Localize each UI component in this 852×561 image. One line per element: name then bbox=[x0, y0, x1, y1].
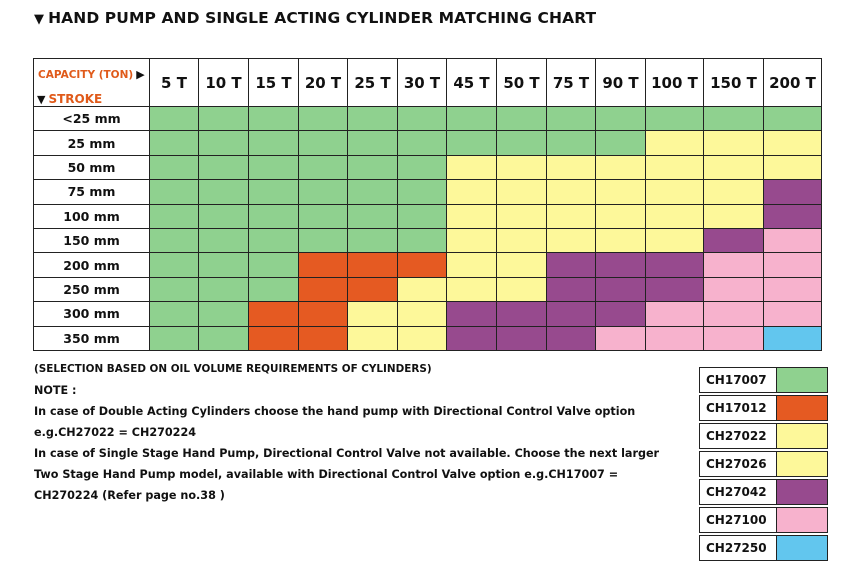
chart-cell bbox=[249, 107, 299, 131]
chart-cell bbox=[398, 253, 447, 277]
capacity-header: 100 T bbox=[646, 59, 704, 107]
chart-cell bbox=[646, 155, 704, 179]
legend-swatch bbox=[777, 508, 828, 533]
chart-cell bbox=[348, 302, 398, 326]
chart-cell bbox=[398, 228, 447, 252]
chart-body bbox=[34, 107, 822, 351]
chart-cell bbox=[199, 302, 249, 326]
chart-cell bbox=[447, 326, 497, 350]
chart-cell bbox=[497, 155, 547, 179]
chart-cell bbox=[704, 204, 764, 228]
stroke-cell: 300 mm bbox=[34, 302, 150, 326]
chart-cell bbox=[704, 155, 764, 179]
chart-cell bbox=[646, 180, 704, 204]
chart-cell bbox=[764, 204, 822, 228]
chart-cell bbox=[348, 131, 398, 155]
chart-cell bbox=[199, 180, 249, 204]
legend-code: CH27022 bbox=[700, 424, 777, 449]
chart-cell bbox=[704, 228, 764, 252]
chart-cell bbox=[398, 302, 447, 326]
page-title bbox=[34, 9, 596, 27]
chart-cell bbox=[249, 204, 299, 228]
chart-cell bbox=[764, 155, 822, 179]
chart-cell bbox=[497, 228, 547, 252]
stroke-cell: <25 mm bbox=[34, 107, 150, 131]
note-line: e.g.CH27022 = CH270224 bbox=[34, 426, 197, 439]
chart-cell bbox=[704, 131, 764, 155]
chart-cell bbox=[299, 277, 348, 301]
chart-cell bbox=[596, 277, 646, 301]
chart-cell bbox=[646, 228, 704, 252]
chart-cell bbox=[646, 326, 704, 350]
triangle-right-icon: ▶ bbox=[136, 68, 145, 81]
chart-cell bbox=[704, 326, 764, 350]
chart-cell bbox=[547, 253, 596, 277]
chart-cell bbox=[249, 326, 299, 350]
legend-item bbox=[700, 396, 828, 421]
stroke-cell: 25 mm bbox=[34, 131, 150, 155]
chart-cell bbox=[150, 326, 199, 350]
chart-cell bbox=[150, 107, 199, 131]
chart-cell bbox=[764, 228, 822, 252]
chart-cell bbox=[497, 131, 547, 155]
triangle-down-icon: ▼ bbox=[37, 93, 46, 106]
legend-code: CH27042 bbox=[700, 480, 777, 505]
chart-cell bbox=[704, 180, 764, 204]
capacity-label: CAPACITY (TON) ▶ bbox=[38, 68, 145, 81]
chart-cell bbox=[646, 253, 704, 277]
chart-cell bbox=[299, 180, 348, 204]
chart-cell bbox=[497, 253, 547, 277]
stroke-cell: 250 mm bbox=[34, 277, 150, 301]
stroke-cell: 100 mm bbox=[34, 204, 150, 228]
chart-cell bbox=[596, 155, 646, 179]
chart-cell bbox=[299, 204, 348, 228]
chart-cell bbox=[447, 228, 497, 252]
chart-cell bbox=[199, 155, 249, 179]
chart-cell bbox=[398, 131, 447, 155]
note-line: In case of Single Stage Hand Pump, Directional Control Valve not available. Choose the next larger bbox=[34, 447, 660, 460]
chart-cell bbox=[764, 302, 822, 326]
stroke-cell: 150 mm bbox=[34, 228, 150, 252]
chart-cell bbox=[497, 277, 547, 301]
chart-cell bbox=[249, 180, 299, 204]
chart-cell bbox=[547, 131, 596, 155]
legend-swatch bbox=[777, 396, 828, 421]
chart-cell bbox=[199, 326, 249, 350]
selection-note: (SELECTION BASED ON OIL VOLUME REQUIREMENTS OF CYLINDERS) bbox=[34, 363, 432, 375]
chart-cell bbox=[398, 155, 447, 179]
chart-cell bbox=[497, 302, 547, 326]
chart-cell bbox=[348, 107, 398, 131]
chart-cell bbox=[150, 253, 199, 277]
chart-cell bbox=[497, 180, 547, 204]
chart-cell bbox=[497, 326, 547, 350]
chart-cell bbox=[704, 107, 764, 131]
chart-cell bbox=[596, 253, 646, 277]
chart-cell bbox=[447, 277, 497, 301]
chart-cell bbox=[447, 204, 497, 228]
legend-item bbox=[700, 480, 828, 505]
chart-cell bbox=[447, 107, 497, 131]
chart-cell bbox=[249, 302, 299, 326]
chart-cell bbox=[764, 180, 822, 204]
stroke-cell: 75 mm bbox=[34, 180, 150, 204]
chart-cell bbox=[299, 253, 348, 277]
table-row bbox=[34, 180, 822, 204]
chart-cell bbox=[249, 131, 299, 155]
legend-swatch bbox=[777, 480, 828, 505]
capacity-header: 30 T bbox=[398, 59, 447, 107]
chart-cell bbox=[398, 204, 447, 228]
note-line: In case of Double Acting Cylinders choose the hand pump with Directional Control Valve option bbox=[34, 405, 636, 418]
chart-cell bbox=[547, 326, 596, 350]
chart-cell bbox=[596, 180, 646, 204]
chart-cell bbox=[199, 228, 249, 252]
chart-cell bbox=[299, 107, 348, 131]
stroke-cell: 50 mm bbox=[34, 155, 150, 179]
table-row bbox=[34, 155, 822, 179]
title-text: HAND PUMP AND SINGLE ACTING CYLINDER MATCHING CHART bbox=[48, 9, 597, 27]
chart-cell bbox=[299, 131, 348, 155]
chart-cell bbox=[398, 326, 447, 350]
note-heading: NOTE : bbox=[34, 384, 77, 397]
capacity-header: 150 T bbox=[704, 59, 764, 107]
chart-cell bbox=[547, 107, 596, 131]
chart-cell bbox=[547, 204, 596, 228]
chart-cell bbox=[596, 204, 646, 228]
legend-item bbox=[700, 424, 828, 449]
chart-cell bbox=[764, 277, 822, 301]
chart-cell bbox=[704, 302, 764, 326]
chart-cell bbox=[199, 204, 249, 228]
chart-cell bbox=[299, 326, 348, 350]
legend-swatch bbox=[777, 424, 828, 449]
chart-cell bbox=[646, 277, 704, 301]
chart-cell bbox=[348, 277, 398, 301]
chart-cell bbox=[646, 204, 704, 228]
chart-cell bbox=[447, 302, 497, 326]
chart-cell bbox=[764, 253, 822, 277]
chart-cell bbox=[150, 155, 199, 179]
chart-cell bbox=[704, 253, 764, 277]
chart-cell bbox=[199, 253, 249, 277]
legend-item bbox=[700, 368, 828, 393]
notes-section bbox=[34, 362, 674, 506]
stroke-cell: 200 mm bbox=[34, 253, 150, 277]
table-row bbox=[34, 302, 822, 326]
chart-cell bbox=[497, 204, 547, 228]
capacity-header: 50 T bbox=[497, 59, 547, 107]
chart-cell bbox=[249, 155, 299, 179]
chart-cell bbox=[764, 107, 822, 131]
chart-cell bbox=[596, 228, 646, 252]
chart-cell bbox=[497, 107, 547, 131]
table-row bbox=[34, 228, 822, 252]
capacity-header: 10 T bbox=[199, 59, 249, 107]
chart-cell bbox=[398, 277, 447, 301]
table-row bbox=[34, 326, 822, 350]
chart-cell bbox=[646, 107, 704, 131]
capacity-header-row bbox=[34, 59, 822, 107]
chart-cell bbox=[447, 131, 497, 155]
legend-swatch bbox=[777, 452, 828, 477]
chart-cell bbox=[348, 155, 398, 179]
table-row bbox=[34, 253, 822, 277]
stroke-label: ▼ STROKE bbox=[37, 92, 103, 106]
chart-cell bbox=[447, 155, 497, 179]
capacity-header: 25 T bbox=[348, 59, 398, 107]
chart-cell bbox=[199, 277, 249, 301]
chart-cell bbox=[348, 180, 398, 204]
chart-cell bbox=[547, 277, 596, 301]
color-legend bbox=[699, 367, 828, 561]
chart-cell bbox=[447, 253, 497, 277]
matching-chart-table bbox=[33, 58, 822, 351]
table-row bbox=[34, 204, 822, 228]
chart-cell bbox=[398, 107, 447, 131]
legend-item bbox=[700, 452, 828, 477]
chart-cell bbox=[150, 180, 199, 204]
chart-cell bbox=[249, 228, 299, 252]
chart-cell bbox=[299, 302, 348, 326]
chart-cell bbox=[249, 277, 299, 301]
chart-cell bbox=[348, 253, 398, 277]
legend-code: CH27250 bbox=[700, 536, 777, 561]
chart-cell bbox=[348, 204, 398, 228]
note-line: Two Stage Hand Pump model, available with Directional Control Valve option e.g.CH17007 = bbox=[34, 468, 619, 481]
chart-cell bbox=[150, 131, 199, 155]
capacity-header: 200 T bbox=[764, 59, 822, 107]
chart-cell bbox=[596, 131, 646, 155]
table-row bbox=[34, 107, 822, 131]
chart-cell bbox=[547, 228, 596, 252]
chart-cell bbox=[646, 302, 704, 326]
chart-cell bbox=[299, 228, 348, 252]
chart-cell bbox=[547, 180, 596, 204]
chart-cell bbox=[596, 107, 646, 131]
chart-cell bbox=[150, 204, 199, 228]
legend-code: CH17007 bbox=[700, 368, 777, 393]
chart-cell bbox=[447, 180, 497, 204]
stroke-cell: 350 mm bbox=[34, 326, 150, 350]
chart-cell bbox=[764, 326, 822, 350]
chart-cell bbox=[249, 253, 299, 277]
chart-cell bbox=[199, 131, 249, 155]
chart-cell bbox=[596, 302, 646, 326]
capacity-header: 5 T bbox=[150, 59, 199, 107]
capacity-header: 15 T bbox=[249, 59, 299, 107]
capacity-header: 45 T bbox=[447, 59, 497, 107]
legend-code: CH27100 bbox=[700, 508, 777, 533]
chart-cell bbox=[150, 277, 199, 301]
table-row bbox=[34, 131, 822, 155]
chart-cell bbox=[199, 107, 249, 131]
legend-item bbox=[700, 508, 828, 533]
legend-code: CH27026 bbox=[700, 452, 777, 477]
legend-code: CH17012 bbox=[700, 396, 777, 421]
chart-cell bbox=[150, 228, 199, 252]
chart-cell bbox=[764, 131, 822, 155]
chart-cell bbox=[646, 131, 704, 155]
chart-cell bbox=[547, 302, 596, 326]
legend-swatch bbox=[777, 368, 828, 393]
chart-cell bbox=[596, 326, 646, 350]
chart-cell bbox=[348, 326, 398, 350]
chart-cell bbox=[299, 155, 348, 179]
capacity-header: 20 T bbox=[299, 59, 348, 107]
chart-cell bbox=[704, 277, 764, 301]
triangle-down-icon: ▼ bbox=[34, 12, 45, 27]
chart-cell bbox=[547, 155, 596, 179]
chart-cell bbox=[348, 228, 398, 252]
note-line: CH270224 (Refer page no.38 ) bbox=[34, 489, 225, 502]
capacity-header: 90 T bbox=[596, 59, 646, 107]
chart-cell bbox=[150, 302, 199, 326]
table-row bbox=[34, 277, 822, 301]
capacity-header: 75 T bbox=[547, 59, 596, 107]
chart-cell bbox=[398, 180, 447, 204]
corner-header bbox=[34, 59, 150, 107]
